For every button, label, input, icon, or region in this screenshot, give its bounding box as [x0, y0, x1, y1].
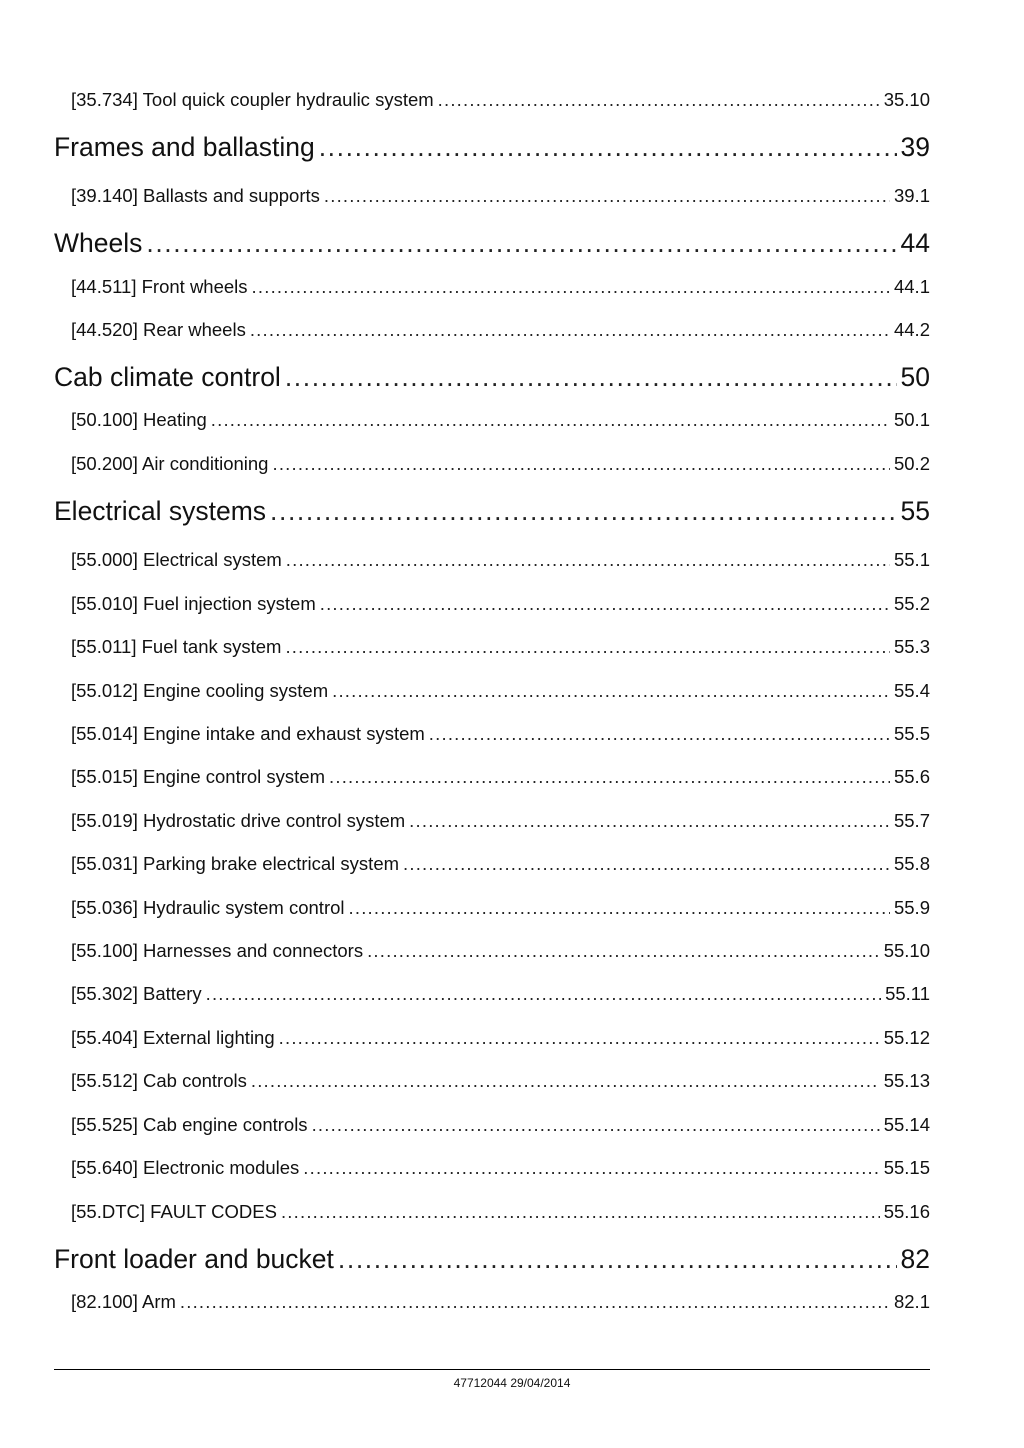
toc-section-heading[interactable]	[54, 362, 930, 396]
dot-leader	[319, 132, 897, 163]
toc-entry[interactable]	[71, 1291, 930, 1315]
toc-page-number: 55.13	[883, 1070, 930, 1091]
toc-label: Electrical systems	[54, 496, 267, 526]
toc-entry[interactable]	[71, 680, 930, 704]
toc-label: [44.511] Front wheels	[71, 276, 248, 297]
toc-entry[interactable]	[71, 1157, 930, 1181]
toc-page-number: 55.9	[893, 897, 930, 918]
dot-leader	[285, 636, 890, 658]
toc-label: [50.200] Air conditioning	[71, 453, 269, 474]
toc-label: [55.525] Cab engine controls	[71, 1114, 308, 1135]
dot-leader	[272, 453, 890, 475]
toc-section-heading[interactable]	[54, 1244, 930, 1278]
toc-label: Frames and ballasting	[54, 132, 315, 162]
toc-section-heading[interactable]	[54, 496, 930, 530]
toc-section-heading[interactable]	[54, 132, 930, 166]
toc-page-number: 55.7	[893, 810, 930, 831]
dot-leader	[281, 1201, 880, 1223]
toc-entry[interactable]	[71, 89, 930, 113]
toc-label: [55.512] Cab controls	[71, 1070, 247, 1091]
dot-leader	[252, 276, 890, 298]
toc-page-number: 55.15	[883, 1157, 930, 1178]
toc-page-number: 55.2	[893, 593, 930, 614]
dot-leader	[146, 228, 896, 259]
toc-page-number: 55.6	[893, 766, 930, 787]
dot-leader	[251, 1070, 880, 1092]
toc-entry[interactable]	[71, 983, 930, 1007]
footer-doc-id-date: 47712044 29/04/2014	[453, 1376, 571, 1390]
toc-entry[interactable]	[71, 1201, 930, 1225]
toc-section-heading[interactable]	[54, 228, 930, 262]
toc-page-number: 35.10	[883, 89, 930, 110]
dot-leader	[429, 723, 890, 745]
toc-label: [50.100] Heating	[71, 409, 207, 430]
dot-leader	[409, 810, 890, 832]
dot-leader	[180, 1291, 890, 1313]
toc-label: [55.012] Engine cooling system	[71, 680, 329, 701]
toc-entry[interactable]	[71, 276, 930, 300]
toc-label: Wheels	[54, 228, 143, 258]
toc-entry[interactable]	[71, 810, 930, 834]
dot-leader	[312, 1114, 880, 1136]
toc-entry[interactable]	[71, 853, 930, 877]
toc-entry[interactable]	[71, 549, 930, 573]
toc-page-number: 82.1	[893, 1291, 930, 1312]
dot-leader	[329, 766, 890, 788]
toc-entry[interactable]	[71, 453, 930, 477]
toc-label: [55.640] Electronic modules	[71, 1157, 300, 1178]
toc-page-number: 44.2	[893, 319, 930, 340]
toc-entry[interactable]	[71, 1114, 930, 1138]
dot-leader	[211, 409, 890, 431]
toc-page-number: 50.2	[893, 453, 930, 474]
toc-page-number: 55.5	[893, 723, 930, 744]
dot-leader	[349, 897, 890, 919]
toc-label: [55.302] Battery	[71, 983, 202, 1004]
toc-page-number: 50	[900, 362, 930, 392]
toc-label: [55.100] Harnesses and connectors	[71, 940, 364, 961]
dot-leader	[285, 362, 897, 393]
dot-leader	[270, 496, 896, 527]
dot-leader	[332, 680, 890, 702]
toc-label: [82.100] Arm	[71, 1291, 176, 1312]
toc-label: [55.015] Engine control system	[71, 766, 326, 787]
toc-entry[interactable]	[71, 723, 930, 747]
toc-entry[interactable]	[71, 1027, 930, 1051]
toc-label: [35.734] Tool quick coupler hydraulic system	[71, 89, 434, 110]
toc-page-number: 55.10	[883, 940, 930, 961]
toc-page-number: 55.12	[883, 1027, 930, 1048]
toc-page-number: 39.1	[893, 185, 930, 206]
toc-label: [55.036] Hydraulic system control	[71, 897, 345, 918]
toc-label: [44.520] Rear wheels	[71, 319, 246, 340]
toc-page-number: 55.4	[893, 680, 930, 701]
toc-page-number: 55.14	[883, 1114, 930, 1135]
toc-entry[interactable]	[71, 409, 930, 433]
toc-label: Cab climate control	[54, 362, 281, 392]
toc-label: [55.019] Hydrostatic drive control system	[71, 810, 406, 831]
dot-leader	[338, 1244, 897, 1275]
toc-page-number: 82	[900, 1244, 930, 1274]
toc-page-number: 44	[900, 228, 930, 258]
dot-leader	[367, 940, 880, 962]
footer-divider	[54, 1369, 930, 1370]
toc-entry[interactable]	[71, 897, 930, 921]
toc-label: [55.DTC] FAULT CODES	[71, 1201, 277, 1222]
toc-label: [55.031] Parking brake electrical system	[71, 853, 400, 874]
toc-page-number: 55	[900, 496, 930, 526]
toc-label: [55.000] Electrical system	[71, 549, 282, 570]
toc-page-number: 55.3	[893, 636, 930, 657]
toc-page-number: 55.11	[885, 983, 930, 1004]
dot-leader	[206, 983, 881, 1005]
toc-entry[interactable]	[71, 319, 930, 343]
toc-label: [55.014] Engine intake and exhaust system	[71, 723, 425, 744]
dot-leader	[403, 853, 890, 875]
dot-leader	[279, 1027, 880, 1049]
toc-label: [39.140] Ballasts and supports	[71, 185, 320, 206]
toc-page-number: 55.8	[893, 853, 930, 874]
toc-page-number: 55.16	[883, 1201, 930, 1222]
dot-leader	[320, 593, 890, 615]
toc-entry[interactable]	[71, 593, 930, 617]
dot-leader	[303, 1157, 879, 1179]
toc-page-number: 39	[900, 132, 930, 162]
toc-page-number: 44.1	[893, 276, 930, 297]
dot-leader	[250, 319, 890, 341]
toc-label: [55.404] External lighting	[71, 1027, 275, 1048]
dot-leader	[286, 549, 890, 571]
toc-page-number: 50.1	[893, 409, 930, 430]
dot-leader	[324, 185, 890, 207]
toc-entry[interactable]	[71, 185, 930, 209]
toc-entry[interactable]	[71, 1070, 930, 1094]
toc-label: [55.011] Fuel tank system	[71, 636, 282, 657]
toc-page-number: 55.1	[893, 549, 930, 570]
toc-label: [55.010] Fuel injection system	[71, 593, 316, 614]
toc-entry[interactable]	[71, 636, 930, 660]
toc-entry[interactable]	[71, 940, 930, 964]
toc-entry[interactable]	[71, 766, 930, 790]
toc-label: Front loader and bucket	[54, 1244, 334, 1274]
dot-leader	[438, 89, 880, 111]
